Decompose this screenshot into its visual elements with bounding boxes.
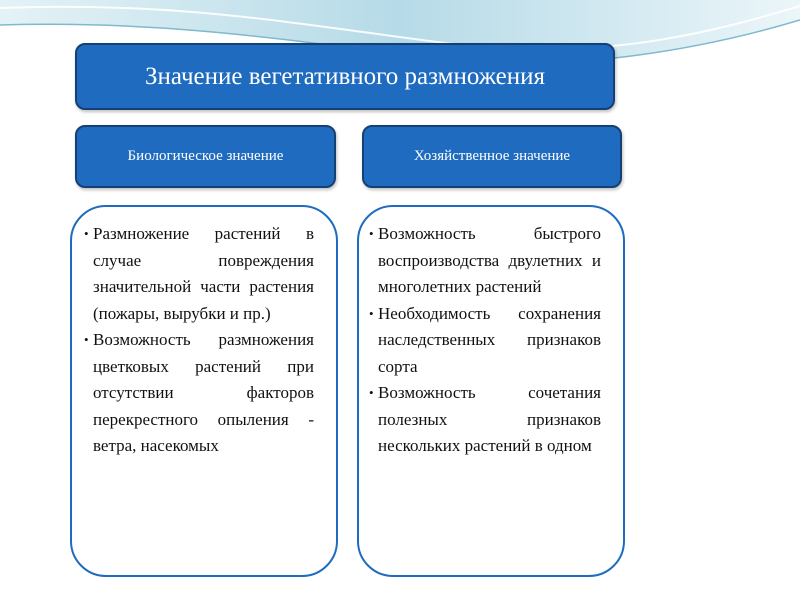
economic-item: [370, 301, 601, 381]
biological-item: [85, 221, 314, 327]
category-biological-label: Биологическое значение: [127, 148, 284, 164]
economic-list: [370, 221, 601, 460]
biological-item-text: • Возможность размножения цветковых растений при отсутствии факторов перекрестного опыления - ветра, насекомых: [93, 330, 314, 455]
economic-item-text: • Возможность сочетания полезных признаков нескольких растений в одном: [378, 383, 601, 455]
economic-item-text: • Возможность быстрого воспроизводства двулетних и многолетних растений: [378, 224, 601, 296]
diagram-title-text: Значение вегетативного размножения: [144, 62, 546, 90]
biological-panel: [70, 205, 338, 577]
biological-item: [85, 327, 314, 460]
economic-item: [370, 221, 601, 301]
diagram-title: [75, 43, 615, 110]
economic-panel: [357, 205, 625, 577]
biological-list: [85, 221, 314, 460]
biological-item-text: • Размножение растений в случае повреждения значительной части растения (пожары, вырубки и пр.): [93, 224, 314, 323]
economic-item-text: • Необходимость сохранения наследственных признаков сорта: [378, 303, 601, 376]
economic-item: [370, 380, 601, 460]
category-economic: [362, 125, 622, 188]
category-biological: [75, 125, 336, 188]
category-economic-label: Хозяйственное значение: [413, 148, 571, 164]
